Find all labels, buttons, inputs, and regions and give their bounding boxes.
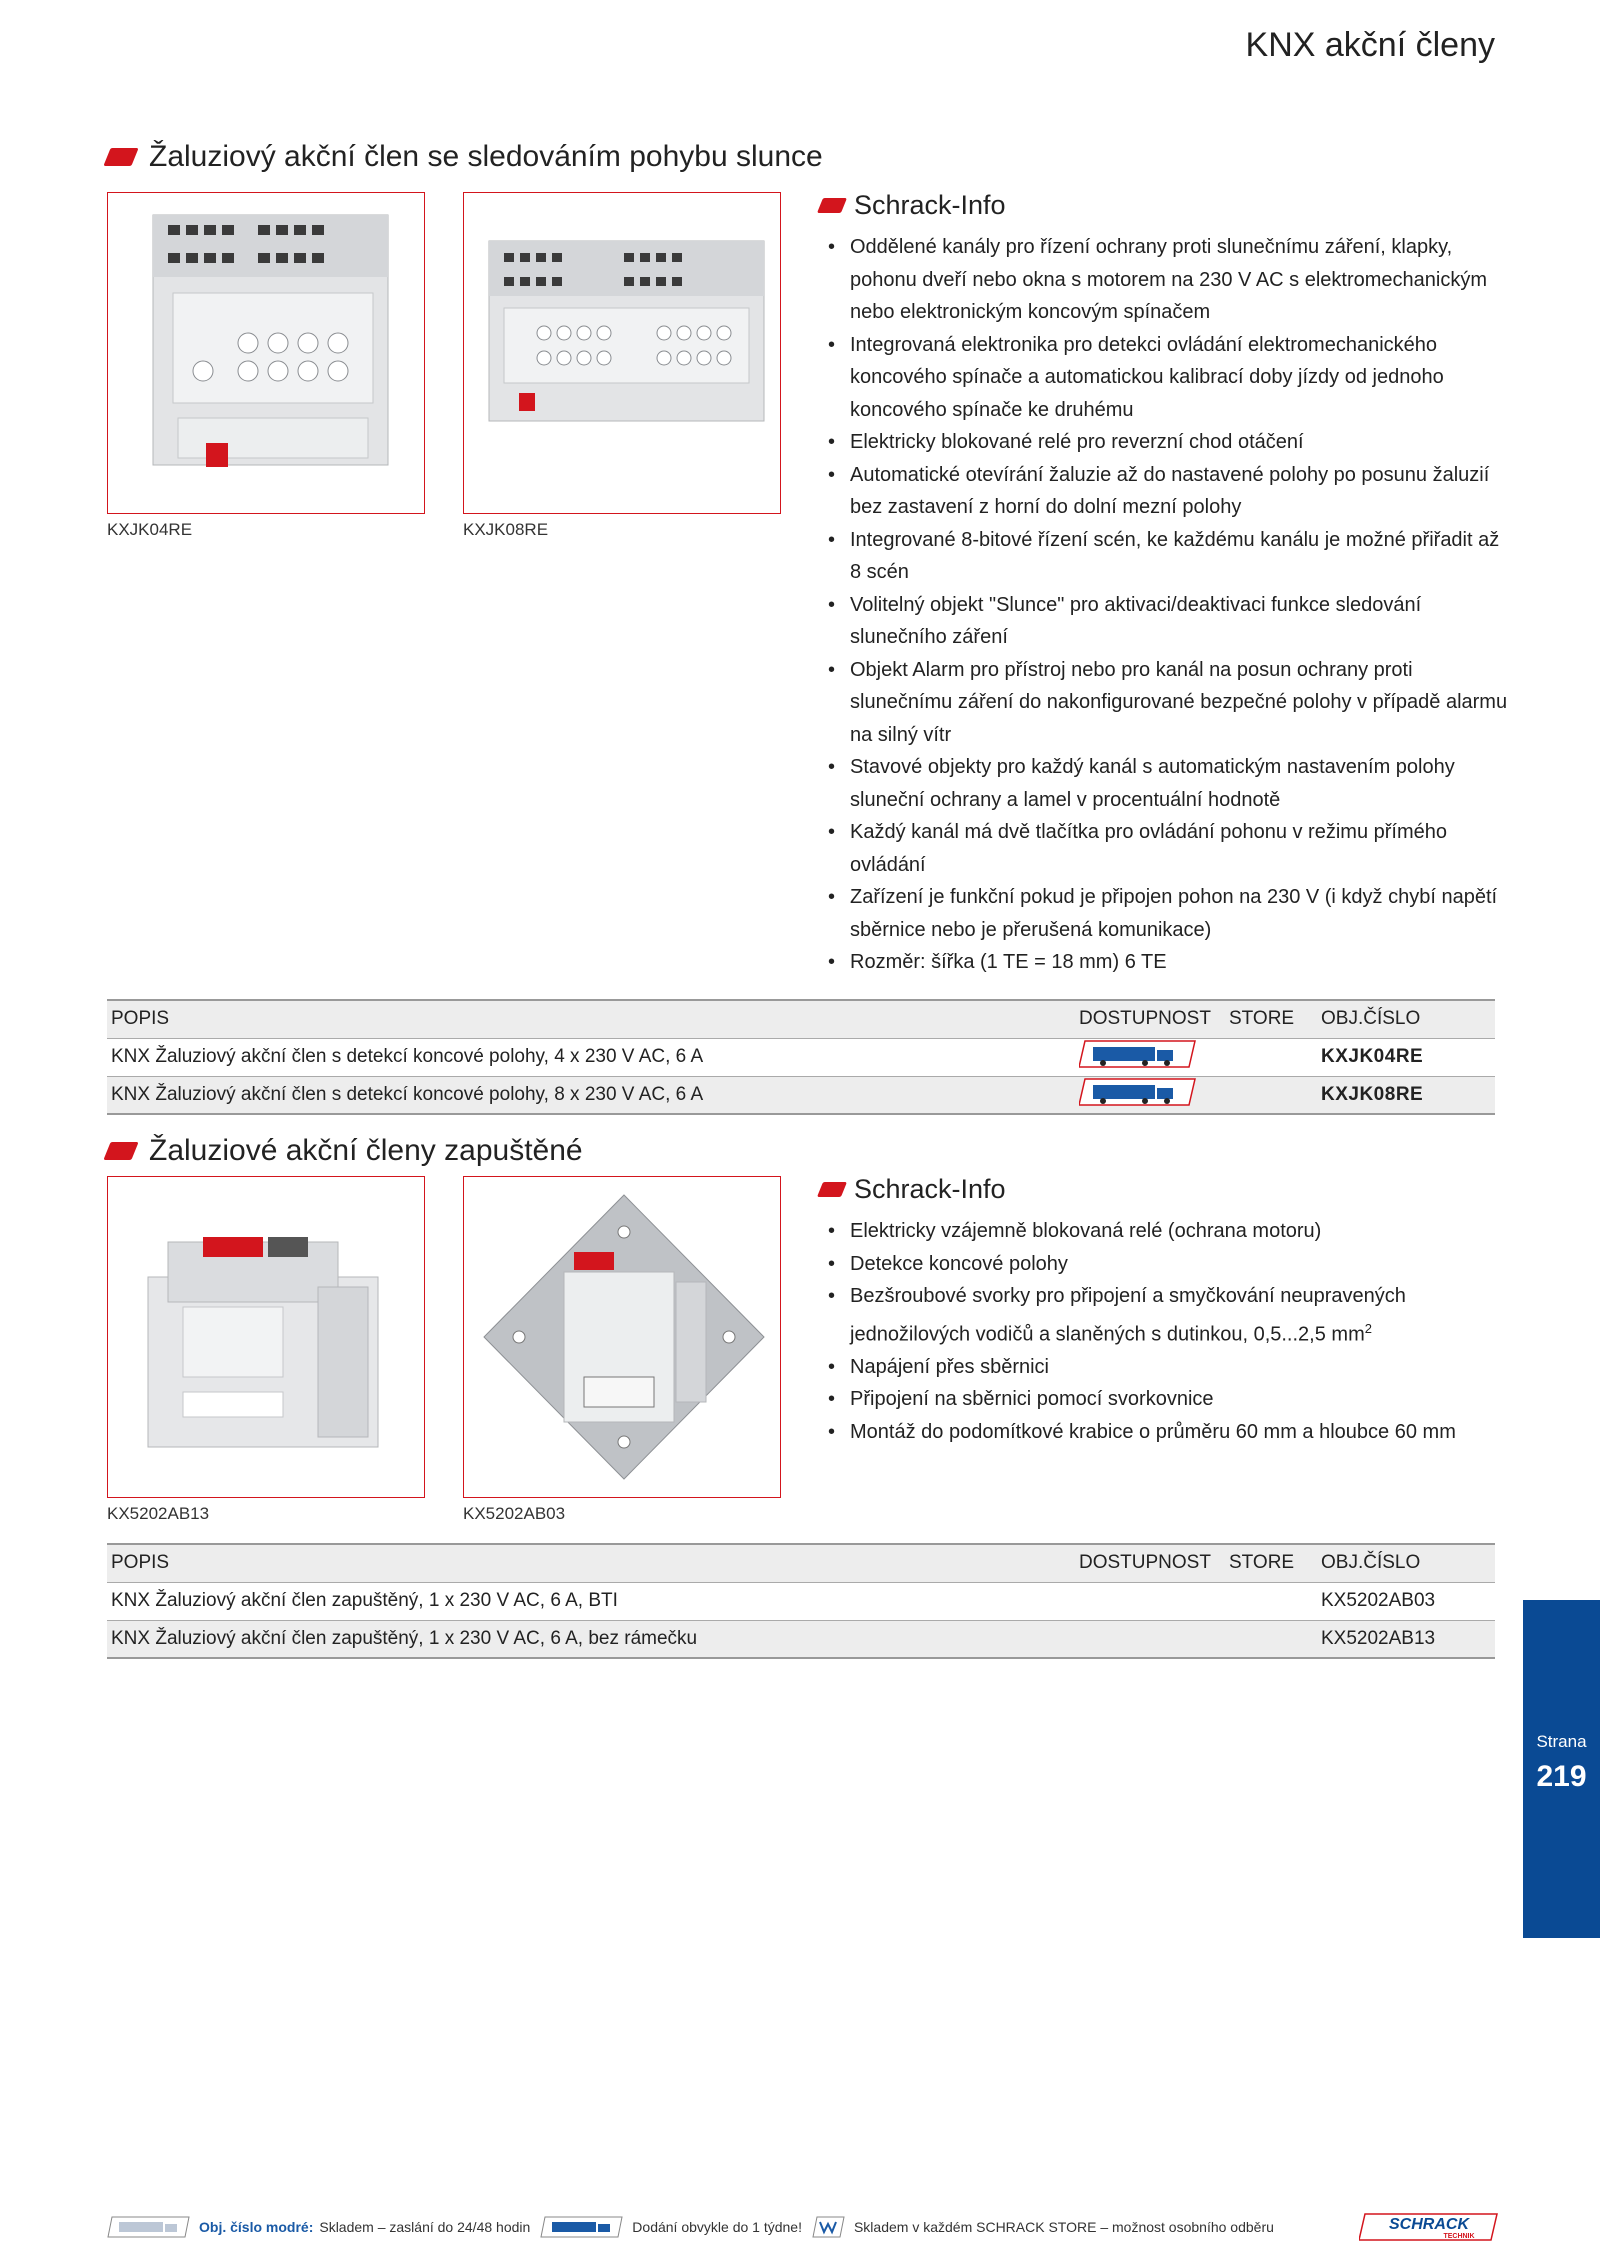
red-marker-icon [103,1142,138,1160]
table-header-row [107,1000,1495,1038]
col-header-code: OBJ.ČÍSLO [1317,1000,1495,1038]
list-item: • Objekt Alarm pro přístroj nebo pro kanál na posun ochrany proti slunečnímu záření do nakonfigurované bezpečné polohy v případě alarmu na silný vítr [820,654,1510,752]
list-item: • Elektricky vzájemně blokovaná relé (ochrana motoru) [820,1215,1510,1248]
table-row [107,1038,1495,1076]
footer-text-3: Skladem v každém SCHRACK STORE – možnost osobního odběru [853,2219,1274,2235]
table-row [107,1076,1495,1114]
section1-heading [107,140,823,174]
store-cell [1225,1582,1317,1620]
footer-legend [107,2212,1507,2242]
product-table-2 [107,1543,1495,1659]
row-code[interactable]: KXJK08RE [1317,1076,1495,1114]
col-header-code: OBJ.ČÍSLO [1317,1544,1495,1582]
list-item: • Každý kanál má dvě tlačítka pro ovládání pohonu v režimu přímého ovládání [820,816,1510,881]
info-heading: Schrack-Info [854,190,1006,220]
schrack-info-2 [820,1174,1510,1448]
store-cell [1225,1076,1317,1114]
product-photo-kxjk08re [463,192,781,514]
row-code[interactable]: KX5202AB03 [1317,1582,1495,1620]
col-header-avail: DOSTUPNOST [1075,1544,1225,1582]
table-row [107,1582,1495,1620]
section2-heading-text: Žaluziové akční členy zapuštěné [149,1134,583,1167]
col-header-desc: POPIS [107,1000,1075,1038]
product-photo-kx5202ab03 [463,1176,781,1498]
list-item: • Napájení přes sběrnici [820,1351,1510,1384]
footer-text-1: Skladem – zaslání do 24/48 hodin [319,2219,531,2235]
page-number: 219 [1536,1760,1587,1793]
page-title: KNX akční členy [1245,26,1495,64]
red-marker-icon [103,148,138,166]
list-item: • Stavové objekty pro každý kanál s automatickým nastavením polohy sluneční ochrany a lamel v procentuální hodnotě [820,751,1510,816]
list-item: • Připojení na sběrnici pomocí svorkovnice [820,1383,1510,1416]
availability-cell [1075,1582,1225,1620]
col-header-store: STORE [1225,1000,1317,1038]
section1-heading-text: Žaluziový akční člen se sledováním pohybu slunce [149,140,823,173]
list-item: • Integrovaná elektronika pro detekci ovládání elektromechanického koncového spínače a automatickou kalibrací doby jízdy od jednoho koncového spínače ke druhému [820,329,1510,427]
photo-caption: KX5202AB03 [463,1504,566,1523]
truck-icon [1079,1039,1197,1069]
truck-icon [540,2215,624,2239]
table-row [107,1620,1495,1658]
truck-icon [107,2215,191,2239]
col-header-desc: POPIS [107,1544,1075,1582]
page-number-tab [1523,1600,1600,1938]
list-item: • Elektricky blokované relé pro reverzní chod otáčení [820,426,1510,459]
availability-cell [1075,1620,1225,1658]
superscript: 2 [1364,1320,1372,1336]
schrack-logo [1359,2212,1499,2242]
row-code[interactable]: KXJK04RE [1317,1038,1495,1076]
truck-icon [1079,1077,1197,1107]
list-item: • Montáž do podomítkové krabice o průměru 60 mm a hloubce 60 mm [820,1416,1510,1449]
availability-cell [1075,1076,1225,1114]
list-item: • Oddělené kanály pro řízení ochrany proti slunečnímu záření, klapky, pohonu dveří nebo okna s motorem na 230 V AC s elektromechanickým nebo elektronickým koncovým spínačem [820,231,1510,329]
red-marker-icon [817,198,847,213]
store-cell [1225,1038,1317,1076]
bullet-text: Bezšroubové svorky pro připojení a smyčkování neupravených jednožilových vodičů a slaněných s dutinkou, 0,5...2,5 mm [850,1285,1406,1346]
col-header-store: STORE [1225,1544,1317,1582]
row-desc: KNX Žaluziový akční člen s detekcí koncové polohy, 8 x 230 V AC, 6 A [107,1076,1075,1114]
product-photo-kxjk04re [107,192,425,514]
col-header-avail: DOSTUPNOST [1075,1000,1225,1038]
info-bullet-list [820,1215,1510,1448]
schrack-info-1 [820,190,1510,979]
list-item: • Zařízení je funkční pokud je připojen pohon na 230 V (i když chybí napětí sběrnice nebo je přerušená komunikace) [820,881,1510,946]
page-label: Strana [1536,1732,1587,1751]
logo-main-text: SCHRACK [1389,2216,1469,2233]
section2-heading [107,1134,583,1168]
store-cell [1225,1620,1317,1658]
store-icon [812,2215,846,2239]
photo-caption: KXJK04RE [107,520,193,539]
photo-caption: KXJK08RE [463,520,549,539]
list-item: • Detekce koncové polohy [820,1248,1510,1281]
row-code[interactable]: KX5202AB13 [1317,1620,1495,1658]
photo-caption: KX5202AB13 [107,1504,210,1523]
list-item [820,1280,1510,1351]
product-table-1 [107,999,1495,1115]
availability-cell [1075,1038,1225,1076]
list-item: • Automatické otevírání žaluzie až do nastavené polohy po posunu žaluzií bez zastavení z horní do dolní mezní polohy [820,459,1510,524]
list-item: • Volitelný objekt "Slunce" pro aktivaci/deaktivaci funkce sledování slunečního záření [820,589,1510,654]
table-header-row [107,1544,1495,1582]
red-marker-icon [817,1182,847,1197]
row-desc: KNX Žaluziový akční člen zapuštěný, 1 x 230 V AC, 6 A, bez rámečku [107,1620,1075,1658]
logo-sub-text: TECHNIK [1443,2233,1475,2240]
footer-bold-label: Obj. číslo modré: [199,2219,314,2235]
product-photo-kx5202ab13 [107,1176,425,1498]
footer-text-2: Dodání obvykle do 1 týdne! [632,2219,802,2235]
list-item: • Rozměr: šířka (1 TE = 18 mm) 6 TE [820,946,1510,979]
row-desc: KNX Žaluziový akční člen zapuštěný, 1 x 230 V AC, 6 A, BTI [107,1582,1075,1620]
info-heading: Schrack-Info [854,1174,1006,1204]
row-desc: KNX Žaluziový akční člen s detekcí koncové polohy, 4 x 230 V AC, 6 A [107,1038,1075,1076]
list-item: • Integrované 8-bitové řízení scén, ke každému kanálu je možné přiřadit až 8 scén [820,524,1510,589]
info-bullet-list [820,231,1510,979]
